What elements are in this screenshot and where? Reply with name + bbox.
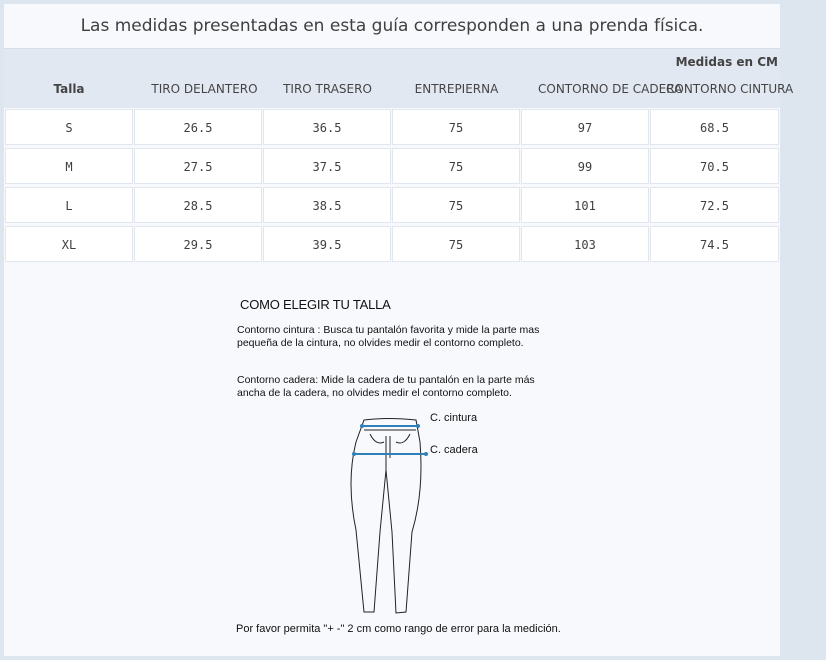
cell-talla: S <box>5 109 133 145</box>
cell-contorno-cadera: 103 <box>521 226 649 262</box>
table-row <box>4 186 780 225</box>
cell-contorno-cintura: 72.5 <box>650 187 779 223</box>
table-row <box>4 108 780 147</box>
label-cintura: C. cintura <box>430 412 478 424</box>
physical-garment-notice: Las medidas presentadas en esta guía corresponden a una prenda física. <box>4 4 780 49</box>
header-contorno-cadera: CONTORNO DE CADERA <box>538 82 683 96</box>
label-cadera: C. cadera <box>430 444 478 456</box>
cell-tiro-trasero: 38.5 <box>263 187 391 223</box>
header-contorno-cintura: CONTORNO CINTURA <box>666 82 794 96</box>
cell-tiro-delantero: 28.5 <box>134 187 262 223</box>
size-guide-panel <box>4 4 794 656</box>
header-tiro-trasero: TIRO TRASERO <box>283 82 372 96</box>
cell-contorno-cadera: 97 <box>521 109 649 145</box>
cell-contorno-cadera: 99 <box>521 148 649 184</box>
cell-talla: M <box>5 148 133 184</box>
pants-diagram-icon <box>340 412 430 618</box>
cell-tiro-delantero: 27.5 <box>134 148 262 184</box>
tolerance-note: Por favor permita "+ -" 2 cm como rango de error para la medición. <box>236 623 561 635</box>
cadera-instructions: Contorno cadera: Mide la cadera de tu pantalón en la parte más ancha de la cadera, no olvides medir el contorno completo. <box>237 374 535 399</box>
cell-entrepierna: 75 <box>392 226 520 262</box>
cell-entrepierna: 75 <box>392 148 520 184</box>
cell-contorno-cintura: 70.5 <box>650 148 779 184</box>
cell-tiro-trasero: 39.5 <box>263 226 391 262</box>
cell-contorno-cintura: 74.5 <box>650 226 779 262</box>
cell-tiro-trasero: 37.5 <box>263 148 391 184</box>
header-tiro-delantero: TIRO DELANTERO <box>151 82 258 96</box>
cell-talla: L <box>5 187 133 223</box>
cintura-instructions: Contorno cintura : Busca tu pantalón favorita y mide la parte mas pequeña de la cintura, no olvides medir el contorno completo. <box>237 324 540 349</box>
cell-talla: XL <box>5 226 133 262</box>
cell-tiro-trasero: 36.5 <box>263 109 391 145</box>
header-entrepierna: ENTREPIERNA <box>414 82 499 96</box>
cell-tiro-delantero: 29.5 <box>134 226 262 262</box>
header-talla: Talla <box>53 82 85 96</box>
table-row <box>4 147 780 186</box>
cell-entrepierna: 75 <box>392 109 520 145</box>
cell-tiro-delantero: 26.5 <box>134 109 262 145</box>
guide-title: COMO ELEGIR TU TALLA <box>240 297 391 312</box>
cell-contorno-cintura: 68.5 <box>650 109 779 145</box>
cell-contorno-cadera: 101 <box>521 187 649 223</box>
table-row <box>4 225 780 264</box>
cell-entrepierna: 75 <box>392 187 520 223</box>
units-note: Medidas en CM <box>675 55 778 69</box>
